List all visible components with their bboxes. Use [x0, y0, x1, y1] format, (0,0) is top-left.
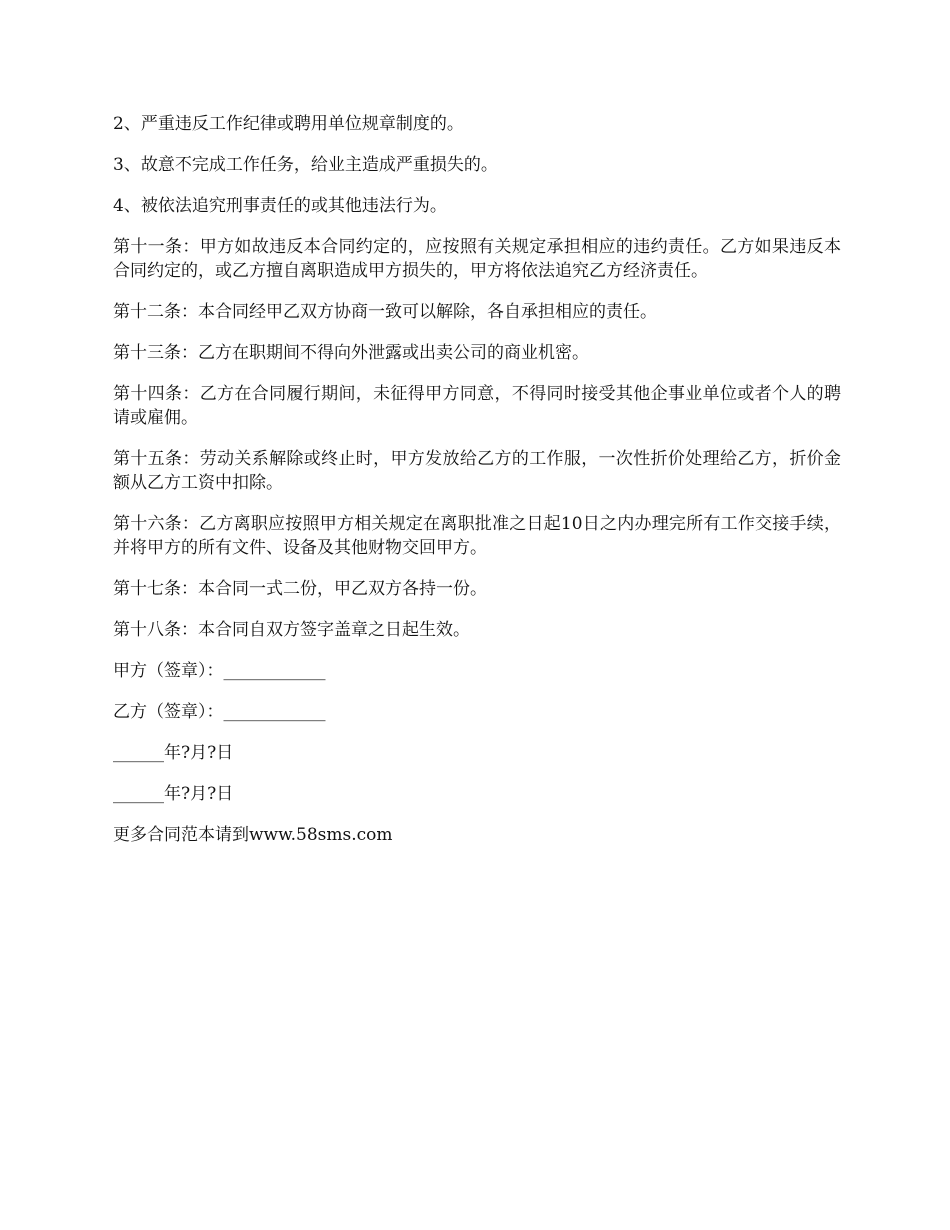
- article-17: 第十七条：本合同一式二份，甲乙双方各持一份。: [113, 579, 487, 599]
- article-13: 第十三条：乙方在职期间不得向外泄露或出卖公司的商业机密。: [113, 343, 589, 363]
- article-14: 第十四条：乙方在合同履行期间，未征得甲方同意，不得同时接受其他企事业单位或者个人的聘请或雇佣。: [113, 384, 841, 428]
- document-body: [113, 112, 841, 864]
- clause-item-3: 3、故意不完成工作任务，给业主造成严重损失的。: [113, 155, 498, 175]
- party-a-signature-line: 甲方（签章）：____________: [113, 661, 326, 681]
- footer-more-templates: 更多合同范本请到www.58sms.com: [113, 825, 393, 845]
- article-12: 第十二条：本合同经甲乙双方协商一致可以解除，各自承担相应的责任。: [113, 302, 657, 322]
- party-b-signature-line: 乙方（签章）：____________: [113, 702, 326, 722]
- date-line-b: ______年?月?日: [113, 784, 234, 804]
- article-11: 第十一条：甲方如故违反本合同约定的，应按照有关规定承担相应的违约责任。乙方如果违反本合同约定的，或乙方擅自离职造成甲方损失的，甲方将依法追究乙方经济责任。: [113, 237, 841, 281]
- date-line-a: ______年?月?日: [113, 743, 234, 763]
- article-18: 第十八条：本合同自双方签字盖章之日起生效。: [113, 620, 470, 640]
- clause-item-2: 2、严重违反工作纪律或聘用单位规章制度的。: [113, 114, 464, 134]
- article-16: 第十六条：乙方离职应按照甲方相关规定在离职批准之日起10日之内办理完所有工作交接手续，并将甲方的所有文件、设备及其他财物交回甲方。: [113, 514, 841, 558]
- clause-item-4: 4、被依法追究刑事责任的或其他违法行为。: [113, 196, 447, 216]
- article-15: 第十五条：劳动关系解除或终止时，甲方发放给乙方的工作服，一次性折价处理给乙方，折价金额从乙方工资中扣除。: [113, 449, 841, 493]
